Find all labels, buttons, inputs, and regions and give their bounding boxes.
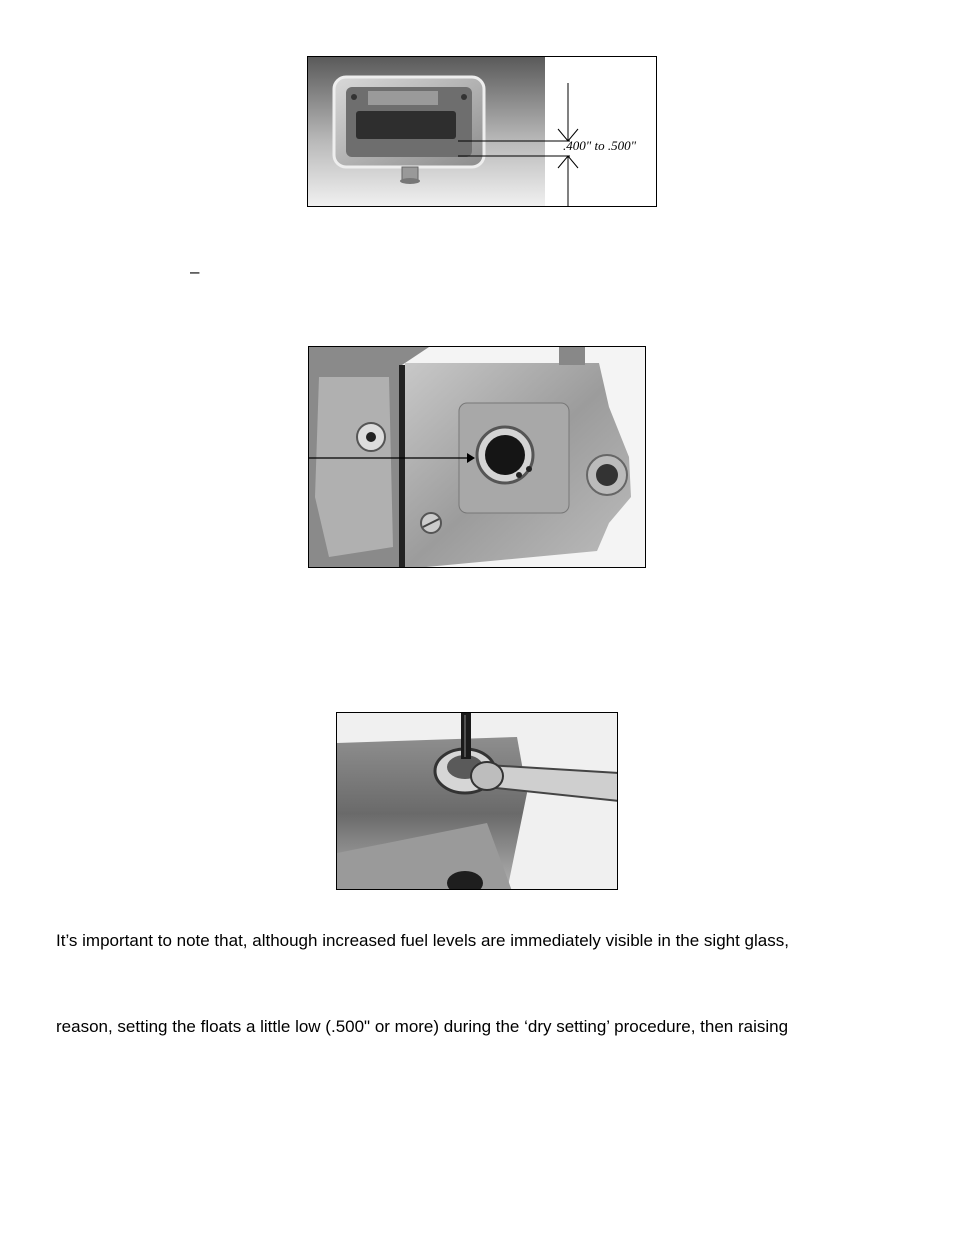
sight-glass-figure	[308, 346, 646, 568]
float-level-dimension-label: .400" to .500"	[563, 138, 637, 153]
paragraph-line-dry-setting: reason, setting the floats a little low (.500" or more) during the ‘dry setting’ procedure, then raising	[56, 1017, 789, 1036]
adjusting-nut-figure	[336, 712, 618, 890]
float-bowl-photo	[308, 57, 657, 207]
float-bowl-figure	[307, 56, 657, 207]
dash-mark: –	[190, 262, 200, 281]
paragraph-line-fuel-levels: It’s important to note that, although increased fuel levels are immediately visible in the sight glass,	[56, 931, 789, 950]
adjusting-nut-photo	[337, 713, 618, 890]
sight-glass-photo	[309, 347, 646, 568]
